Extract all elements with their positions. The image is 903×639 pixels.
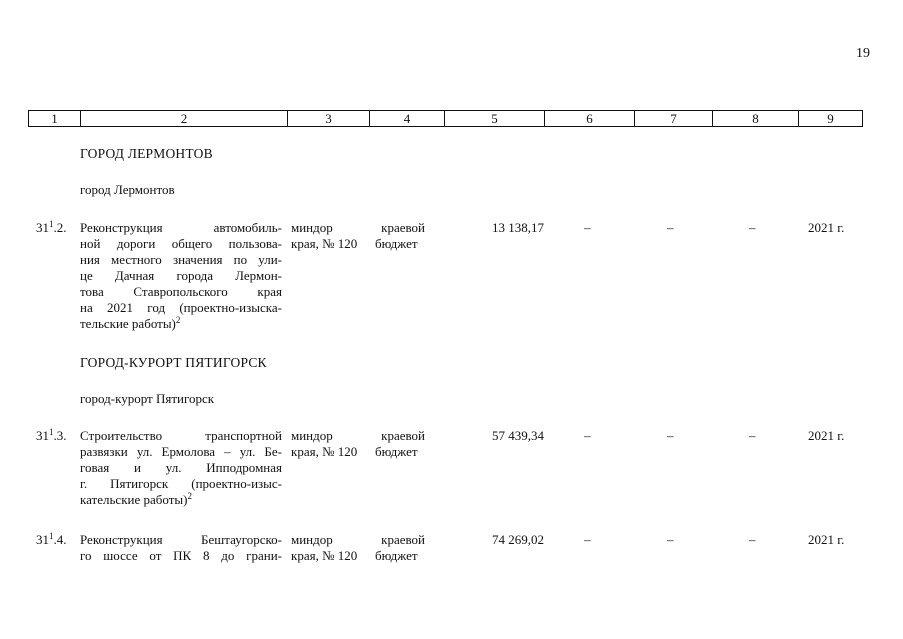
row-number: $31^1.4$. <box>36 531 67 547</box>
column-header-3: 3 <box>288 111 370 127</box>
row-organization: миндор края, № 120 <box>291 220 358 251</box>
locality-lermontov: город Лермонтов <box>80 182 175 197</box>
row-organization: миндор края, № 120 <box>291 532 358 563</box>
row-amount: 13 138,17 <box>492 220 544 235</box>
row-funding-source: краевой бюджет <box>375 220 425 251</box>
row-col7: – <box>667 428 674 443</box>
row-col8: – <box>749 532 756 547</box>
row-year: 2021 г. <box>808 532 845 547</box>
column-header-2: 2 <box>81 111 288 127</box>
section-title-lermontov: ГОРОД ЛЕРМОНТОВ <box>80 146 213 161</box>
row-number: $31^1.3$. <box>36 427 67 443</box>
row-year: 2021 г. <box>808 220 845 235</box>
row-description: Реконструкция Бештаугорско- го шоссе от ПК 8 до грани- <box>80 532 282 563</box>
row-col8: – <box>749 428 756 443</box>
row-col7: – <box>667 220 674 235</box>
column-number-header <box>28 110 863 127</box>
row-amount: 74 269,02 <box>492 532 544 547</box>
row-col7: – <box>667 532 674 547</box>
column-header-6: 6 <box>545 111 635 127</box>
row-col6: – <box>584 428 591 443</box>
column-header-4: 4 <box>370 111 445 127</box>
locality-pyatigorsk: город-курорт Пятигорск <box>80 391 215 406</box>
row-description: Строительство транспортной развязки ул. Ермолова – ул. Бе- говая и ул. Ипподромная г. Пятигорск (проектно-изыс- кательские работы)$^2$ <box>80 428 282 507</box>
row-amount: 57 439,34 <box>492 428 544 443</box>
row-number: $31^1.2$. <box>36 219 67 235</box>
row-year: 2021 г. <box>808 428 845 443</box>
section-title-pyatigorsk: ГОРОД-КУРОРТ ПЯТИГОРСК <box>80 355 267 370</box>
row-col6: – <box>584 220 591 235</box>
row-description: Реконструкция автомобиль- ной дороги общего пользова- ния местного значения по ули- це Дачная города Лермон- това Ставропольского края на 2021 год (проектно-изыска- тельские работы)$^2$ <box>80 220 282 331</box>
row-funding-source: краевой бюджет <box>375 428 425 459</box>
row-funding-source: краевой бюджет <box>375 532 425 563</box>
column-header-9: 9 <box>799 111 863 127</box>
row-col8: – <box>749 220 756 235</box>
column-header-7: 7 <box>635 111 713 127</box>
column-header-1: 1 <box>29 111 81 127</box>
row-col6: – <box>584 532 591 547</box>
column-header-5: 5 <box>445 111 545 127</box>
column-header-8: 8 <box>713 111 799 127</box>
page-number: 19 <box>856 46 870 61</box>
row-organization: миндор края, № 120 <box>291 428 358 459</box>
